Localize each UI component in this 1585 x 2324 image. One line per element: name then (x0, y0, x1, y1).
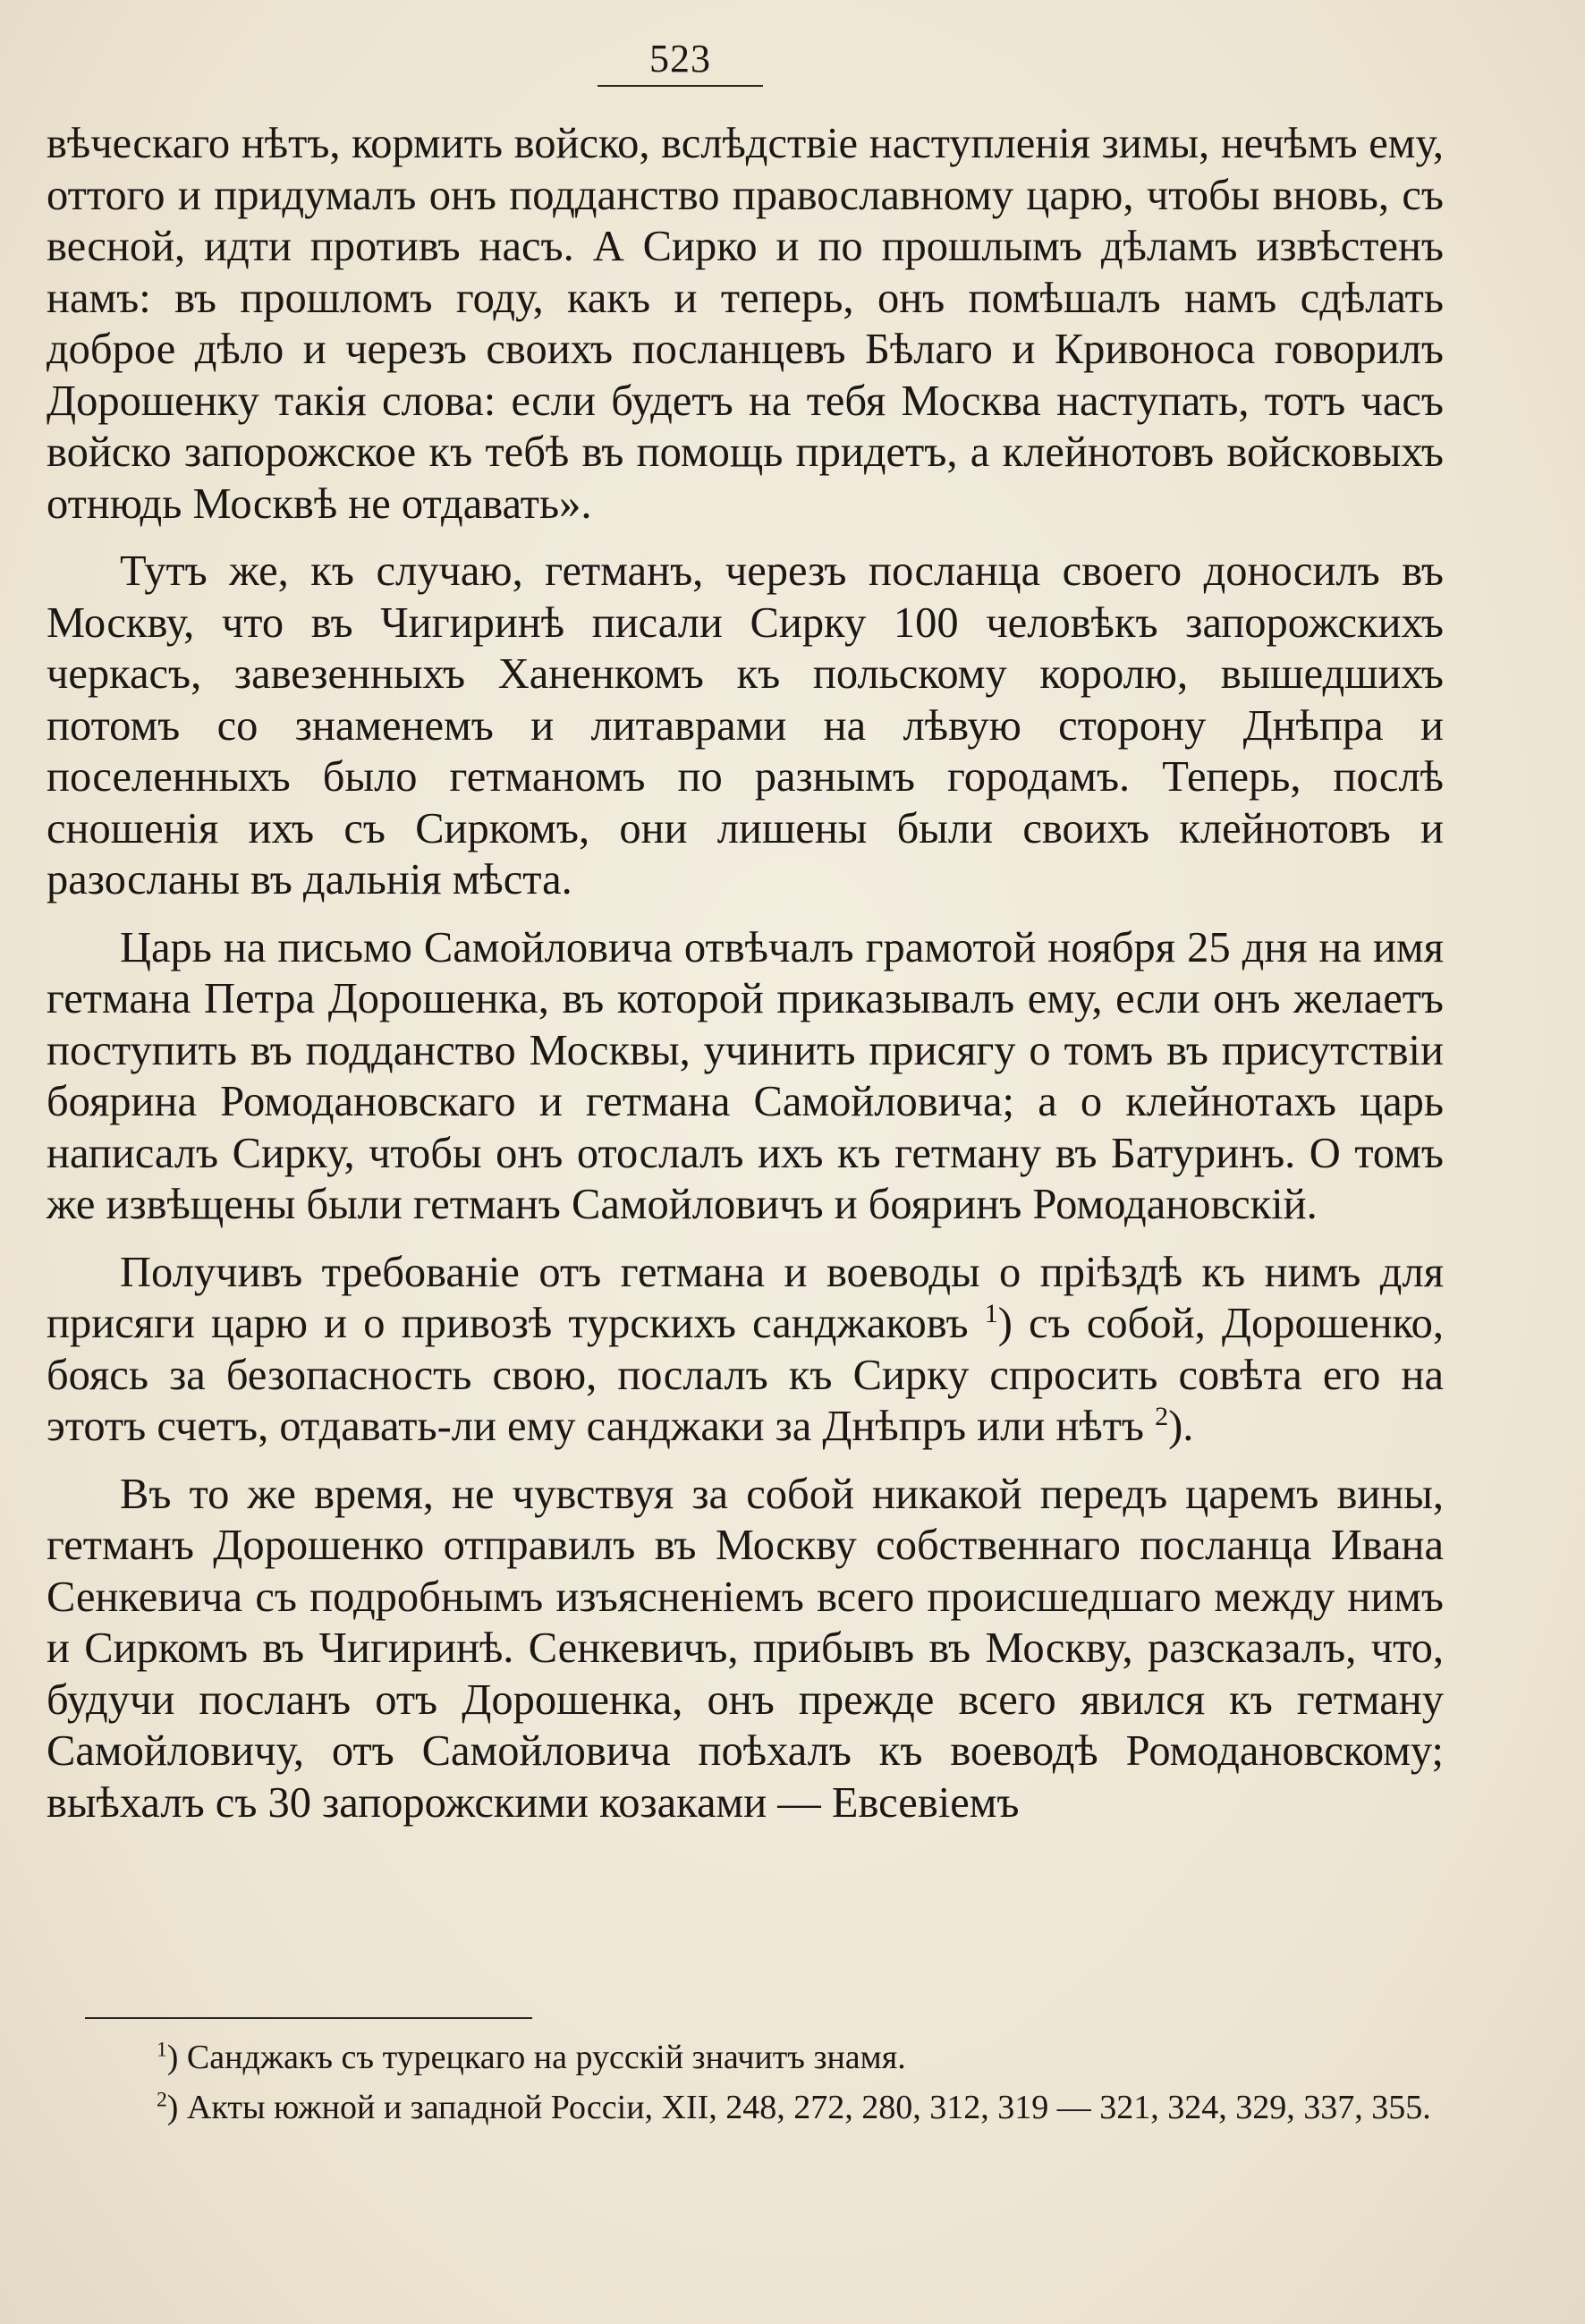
footnote-2-text: ) Акты южной и западной Россіи, XII, 248, 272, 280, 312, 319 — 321, 324, 329, 337, 355. (166, 2089, 1431, 2126)
page-number-rule (598, 85, 763, 87)
paragraph-5: Въ то же время, не чувствуя за собой никакой передъ царемъ вины, гетманъ Дорошенко отправилъ въ Москву собственнаго посланца Ивана Сенкевича съ подробнымъ изъясненіемъ всего происшедшаго между нимъ и Сиркомъ въ Чигиринѣ. Сенкевичъ, прибывъ въ Москву, разсказалъ, что, будучи посланъ отъ Дорошенка, онъ прежде всего явился къ гетману Самойловичу, отъ Самойловича поѣхалъ къ воеводѣ Ромодановскому; выѣхалъ съ 30 запорожскими козаками — Евсевіемъ (47, 1470, 1444, 1827)
main-text (47, 118, 1444, 1845)
footnote-1-ref: 1 (984, 1297, 998, 1328)
footnotes (85, 2032, 1449, 2133)
footnote-2-mark: 2 (157, 2088, 167, 2112)
footnote-rule (85, 2017, 532, 2019)
paragraph-3: Царь на письмо Самойловича отвѣчалъ грамотой ноября 25 дня на имя гетмана Петра Дорошенка, въ которой приказывалъ ему, если онъ желаетъ поступить въ подданство Москвы, учинить присягу о томъ въ присутствіи боярина Ромодановскаго и гетмана Самойловича; а о клейнотахъ царь написалъ Сирку, чтобы онъ отослалъ ихъ къ гетману въ Батуринъ. О томъ же извѣщены были гетманъ Самойловичъ и бояринъ Ромодановскій. (47, 923, 1444, 1228)
paragraph-4-part-2: ) съ собой, Дорошенко, боясь за безопасность свою, послалъ къ Сирку спросить совѣта его на этотъ счетъ, отдавать-ли ему санджаки за Днѣпръ или нѣтъ (47, 1300, 1445, 1450)
paragraph-4 (47, 1247, 1444, 1453)
paragraph-2: Тутъ же, къ случаю, гетманъ, черезъ посланца своего доносилъ въ Москву, что въ Чигиринѣ писали Сирку 100 человѣкъ запорожскихъ черкасъ, завезенныхъ Ханенкомъ къ польскому королю, вышедшихъ потомъ со знаменемъ и литаврами на лѣвую сторону Днѣпра и поселенныхъ было гетманомъ по разнымъ городамъ. Теперь, послѣ сношенія ихъ съ Сиркомъ, они лишены были своихъ клейнотовъ и разосланы въ дальнія мѣста. (47, 547, 1444, 903)
footnote-1-mark: 1 (157, 2038, 167, 2062)
paragraph-4-part-1: Получивъ требованіе отъ гетмана и воеводы о пріѣздѣ къ нимъ для присяги царю и о привозѣ турскихъ санджаковъ (47, 1248, 1444, 1347)
footnote-1 (85, 2032, 1449, 2082)
paragraph-4-part-3: ). (1168, 1403, 1194, 1450)
footnote-2 (85, 2082, 1449, 2133)
paragraph-1: вѣческаго нѣтъ, кормить войско, вслѣдствіе наступленія зимы, нечѣмъ ему, оттого и придумалъ онъ подданство православному царю, чтобы вновь, съ весной, идти противъ насъ. А Сирко и по прошлымъ дѣламъ извѣстенъ намъ: въ прошломъ году, какъ и теперь, онъ помѣшалъ намъ сдѣлать доброе дѣло и черезъ своихъ посланцевъ Бѣлаго и Кривоноса говорилъ Дорошенку такія слова: если будетъ на тебя Москва наступать, тотъ часъ войско запорожское къ тебѣ въ помощь придетъ, а клейнотовъ войсковыхъ отнюдь Москвѣ не отдавать». (47, 120, 1444, 528)
footnote-2-ref: 2 (1155, 1400, 1169, 1431)
footnote-1-text: ) Санджакъ съ турецкаго на русскій значитъ знамя. (166, 2039, 906, 2076)
page-number: 523 (649, 37, 711, 81)
